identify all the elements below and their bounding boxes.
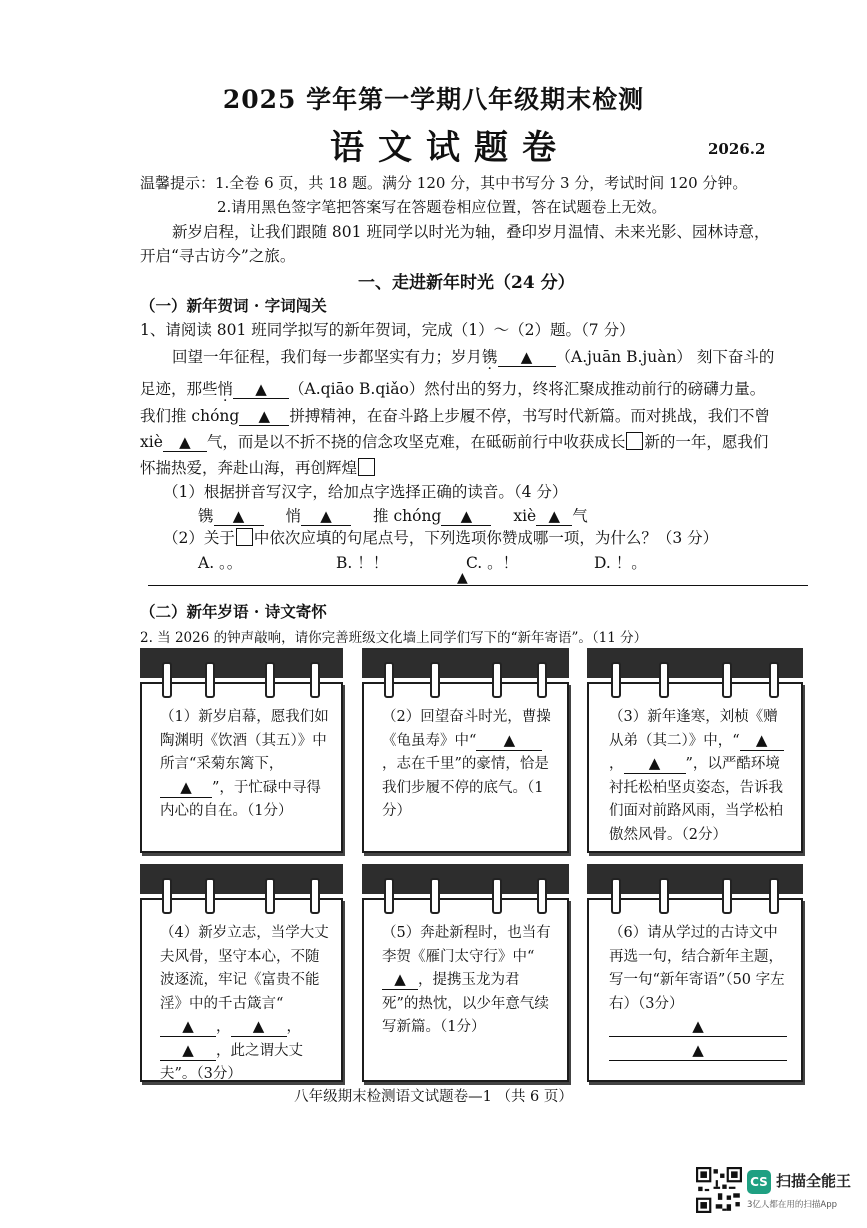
calendar-card-6 xyxy=(587,864,803,1082)
binder-ring xyxy=(384,662,394,698)
answer-blank[interactable]: ▲ xyxy=(160,1042,216,1061)
tips-line-1: 温馨提示：1.全卷 6 页，共 18 题。满分 120 分，其中书写分 3 分，考试时间 120 分钟。 xyxy=(140,174,748,192)
page-footer: 八年级期末检测语文试题卷—1 （共 6 页） xyxy=(294,1089,573,1105)
binder-ring xyxy=(611,878,621,914)
binder-ring xyxy=(162,878,172,914)
binder-ring xyxy=(384,878,394,914)
scanner-app-slogan: 3亿人都在用的扫描App xyxy=(747,1200,838,1210)
answer-blank[interactable]: ▲ xyxy=(624,755,686,774)
answer-blank[interactable]: ▲ xyxy=(160,779,212,798)
answer-mark: ▲ xyxy=(457,570,468,586)
card-text: （2）回望奋斗时光，曹操《龟虽寿》中“ ▲，志在千里”的豪情，恰是我们步履不停的底气。（1分） xyxy=(382,709,551,819)
binder-ring xyxy=(537,662,547,698)
card-text: （5）奔赴新程时，也当有李贺《雁门太守行》中“▲ ，提携玉龙为君死”的热忱，以少年意气续写新篇。（1分） xyxy=(382,925,551,1035)
binder-ring xyxy=(162,662,172,698)
punctuation-box[interactable] xyxy=(358,458,375,476)
option-b[interactable]: B. ！！ xyxy=(336,554,389,572)
binder-ring xyxy=(492,878,502,914)
card-text: （1）新岁启幕，愿我们如陶渊明《饮酒（其五）》中所言“采菊东篱下，▲ ”，于忙碌中寻得内心的自在。（1分） xyxy=(160,709,329,819)
part-title-2: （二）新年岁语 · 诗文寄怀 xyxy=(140,602,327,621)
answer-blank[interactable]: ▲ xyxy=(476,732,542,751)
binder-ring xyxy=(537,878,547,914)
answer-blank[interactable]: ▲ xyxy=(231,1018,287,1037)
option-a[interactable]: A. 。。 xyxy=(198,554,243,572)
answer-blank[interactable]: ▲ xyxy=(382,971,418,990)
calendar-card-2 xyxy=(362,648,569,853)
calendar-card-1 xyxy=(140,648,343,853)
answer-line[interactable] xyxy=(148,585,808,586)
question-2-title: 2. 当 2026 的钟声敲响，请你完善班级文化墙上同学们写下的“新年寄语”。（11 分） xyxy=(140,630,648,646)
tips-line-2: 2.请用黑色签字笔把答案写在答题卷相应位置，答在试题卷上无效。 xyxy=(217,198,667,216)
part-title-1: （一）新年贺词 · 字词闯关 xyxy=(140,296,327,315)
binder-ring xyxy=(769,878,779,914)
binder-ring xyxy=(769,662,779,698)
option-d[interactable]: D. ！。 xyxy=(594,554,647,572)
punctuation-box xyxy=(236,528,253,546)
scanner-logo-icon: CS xyxy=(747,1170,771,1194)
answer-blank[interactable]: ▲ xyxy=(740,732,784,751)
card-text: （3）新年逢寒，刘桢《赠从弟（其二）》中，“ ▲， ▲ ”，以严酷环境衬托松柏坚贞姿态，告诉我们面对前路风雨，当学松柏傲然风骨。（2分） xyxy=(609,709,783,843)
exam-title: 2025 学年第一学期八年级期末检测 xyxy=(222,85,645,114)
option-c[interactable]: C. 。！ xyxy=(466,554,519,572)
answer-blank[interactable]: ▲ xyxy=(498,349,556,367)
qr-code-icon xyxy=(696,1167,742,1213)
binder-ring xyxy=(611,662,621,698)
binder-ring xyxy=(659,878,669,914)
binder-ring xyxy=(205,662,215,698)
passage-line-4: xiè ▲ 气，而是以不折不挠的信念攻坚克难，在砥砺前行中收获成长 新的一年，愿我们 xyxy=(140,433,769,451)
binder-ring xyxy=(659,662,669,698)
scanner-app-name: 扫描全能王 xyxy=(776,1172,852,1190)
answer-blank[interactable]: ▲ xyxy=(233,381,289,399)
passage-line-1: 回望一年征程，我们每一步都坚实有力；岁月镌 ▲ （A.juān B.juàn） 刻下奋斗的 xyxy=(172,348,775,366)
calendar-card-3 xyxy=(587,648,803,853)
binder-ring xyxy=(492,662,502,698)
passage-line-2: 足迹，那些悄 ▲ （A.qiāo B.qiǎo）然付出的努力，终将汇聚成推动前行的磅礴力量。 xyxy=(140,380,766,398)
answer-blank[interactable]: ▲ xyxy=(301,508,351,526)
subject-title: 语文试题卷 xyxy=(330,128,570,168)
dotted-char: 镌 xyxy=(482,348,498,366)
binder-ring xyxy=(265,662,275,698)
question-1-title: 1、请阅读 801 班同学拟写的新年贺词，完成（1）～（2）题。（7 分） xyxy=(140,321,635,339)
calendar-card-5 xyxy=(362,864,569,1082)
punctuation-box[interactable] xyxy=(626,432,643,450)
answer-blank[interactable]: ▲ xyxy=(214,508,264,526)
card-text: （6）请从学过的古诗文中再选一句，结合新年主题，写一句“新年寄语”（50 字左右）（3分） ▲ ▲ xyxy=(609,922,791,1063)
binder-ring xyxy=(430,662,440,698)
answer-blank[interactable]: ▲ xyxy=(163,434,207,452)
answer-blank[interactable]: ▲ xyxy=(441,508,491,526)
answer-blank[interactable]: ▲ xyxy=(239,408,289,426)
intro-line-2: 开启“寻古访今”之旅。 xyxy=(140,247,296,265)
answer-blank[interactable]: ▲ xyxy=(536,508,572,526)
binder-ring xyxy=(722,878,732,914)
binder-ring xyxy=(265,878,275,914)
card-text: （4）新岁立志，当学大丈夫风骨，坚守本心，不随波逐流，牢记《富贵不能淫》中的千古箴言“▲ ， ▲ ，▲ ，此之谓大丈夫”。（3分） xyxy=(160,925,329,1082)
binder-ring xyxy=(205,878,215,914)
dotted-char: 悄 xyxy=(217,380,234,398)
answer-line[interactable]: ▲ xyxy=(609,1042,787,1061)
calendar-card-4 xyxy=(140,864,343,1082)
exam-date: 2026.2 xyxy=(708,140,766,158)
binder-ring xyxy=(310,878,320,914)
passage-line-5: 怀揣热爱，奔赴山海，再创辉煌 xyxy=(140,456,376,478)
sub-question-1: （1）根据拼音写汉字，给加点字选择正确的读音。（4 分） xyxy=(163,483,568,501)
binder-ring xyxy=(310,662,320,698)
binder-ring xyxy=(722,662,732,698)
binder-ring xyxy=(430,878,440,914)
answer-blank[interactable]: ▲ xyxy=(160,1018,216,1037)
intro-line-1: 新岁启程，让我们跟随 801 班同学以时光为轴，叠印岁月温情、未来光影、园林诗意， xyxy=(172,223,770,241)
answer-line[interactable]: ▲ xyxy=(609,1018,787,1037)
section-heading: 一、走进新年时光（24 分） xyxy=(358,273,575,293)
passage-line-3: 我们推 chóng ▲ 拼搏精神，在奋斗路上步履不停，书写时代新篇。而对挑战，我们不曾 xyxy=(140,407,770,425)
sub1-answers: 镌 ▲ 悄 ▲ 推 chóng ▲ xiè ▲ 气 xyxy=(198,507,588,525)
sub-question-2: （2）关于 中依次应填的句尾点号，下列选项你赞成哪一项，为什么？（3 分） xyxy=(163,529,719,547)
